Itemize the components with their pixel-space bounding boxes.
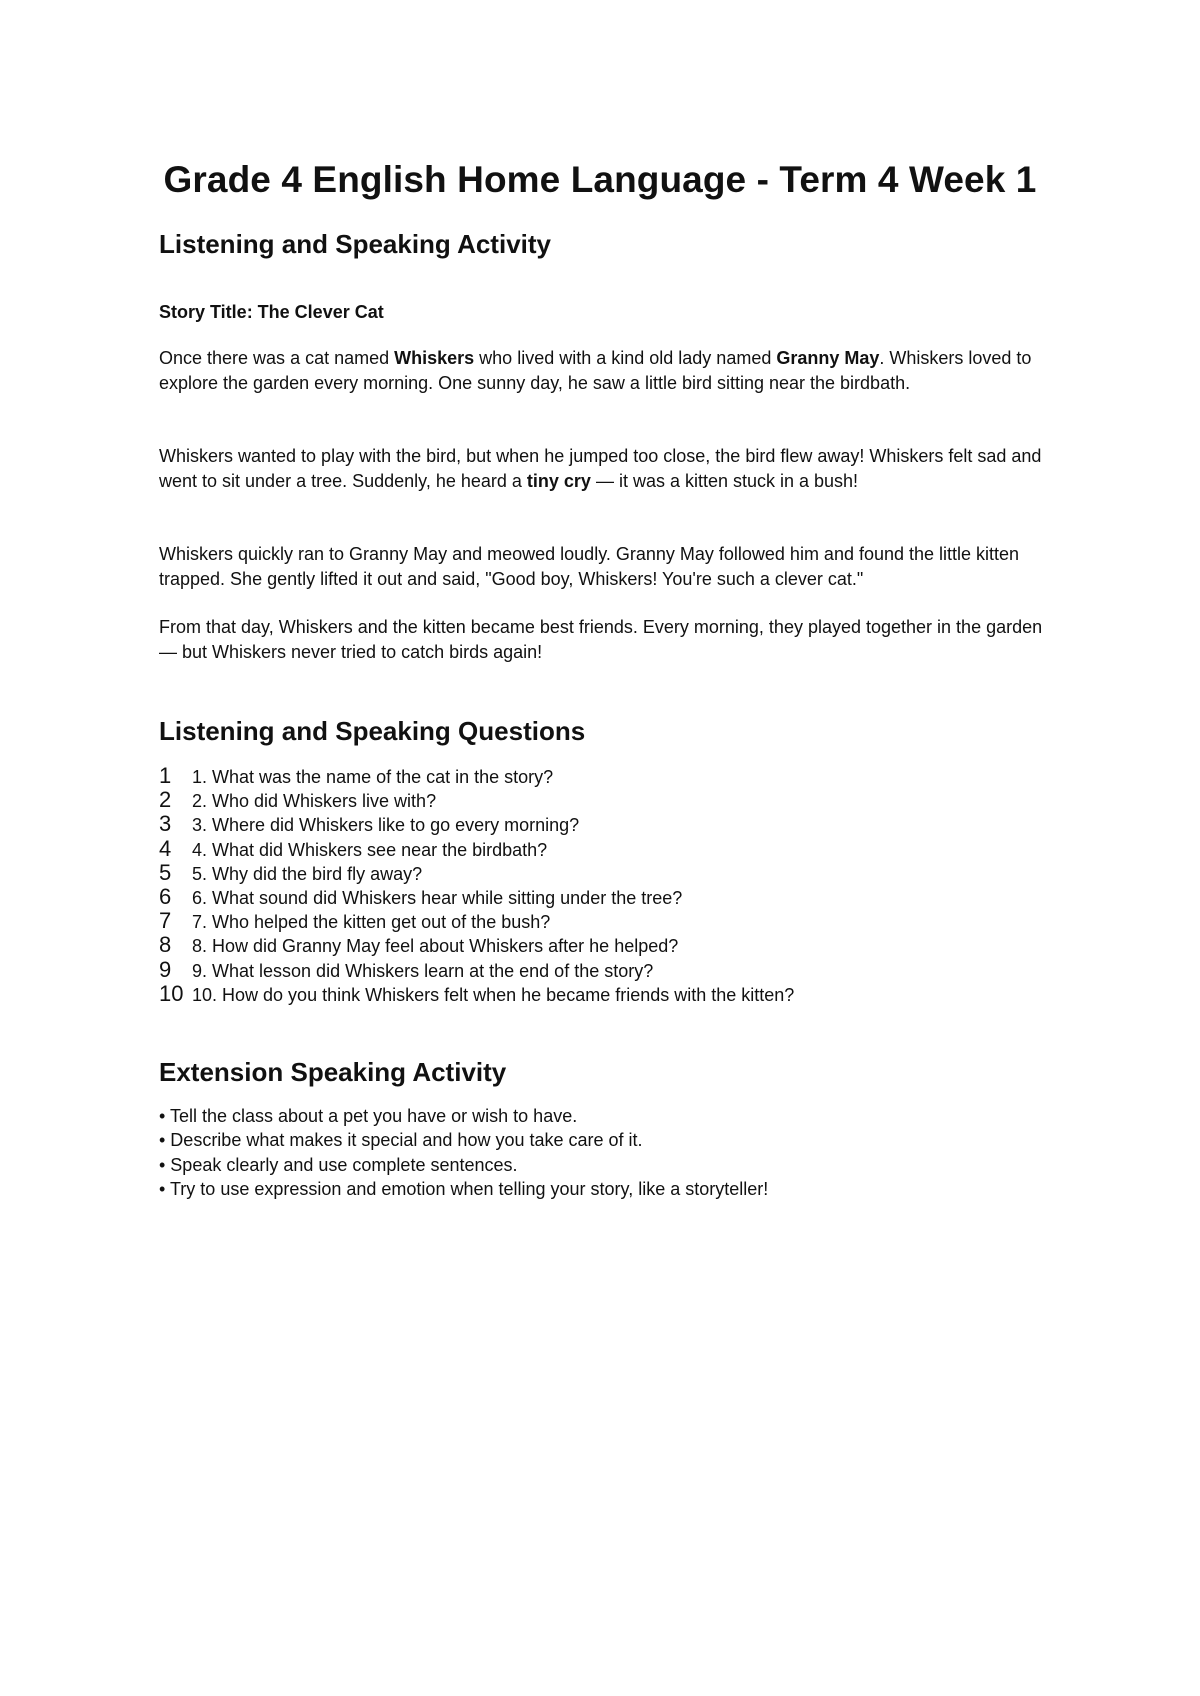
- paragraph-text: Once there was a cat named: [159, 348, 395, 368]
- question-text: 4. What did Whiskers see near the birdbath?: [192, 839, 548, 860]
- question-text: 8. How did Granny May feel about Whiskers after he helped?: [192, 936, 679, 957]
- bold-name-whiskers: Whiskers: [394, 348, 475, 368]
- question-item: [159, 982, 794, 1006]
- question-text: 5. Why did the bird fly away?: [192, 863, 423, 884]
- extension-list: [159, 1104, 768, 1201]
- question-number: 8: [159, 932, 172, 958]
- story-paragraph-3: Whiskers quickly ran to Granny May and meowed loudly. Granny May followed him and found the little kitten trapped. She gently lifted it out and said, "Good boy, Whiskers! You're such a clever cat.": [159, 544, 1020, 589]
- story-paragraph-4: From that day, Whiskers and the kitten became best friends. Every morning, they played together in the garden — but Whiskers never tried to catch birds again!: [159, 617, 1043, 662]
- question-text: 3. Where did Whiskers like to go every morning?: [192, 815, 580, 836]
- extension-item: • Speak clearly and use complete sentences.: [159, 1154, 518, 1175]
- question-text: 10. How do you think Whiskers felt when he became friends with the kitten?: [192, 984, 795, 1005]
- question-item: [159, 909, 794, 933]
- extension-item: • Describe what makes it special and how you take care of it.: [159, 1130, 643, 1151]
- question-text: 2. Who did Whiskers live with?: [192, 791, 437, 812]
- question-text: 6. What sound did Whiskers hear while sitting under the tree?: [192, 887, 683, 908]
- question-number: 5: [159, 859, 172, 885]
- question-item: [159, 958, 794, 982]
- paragraph-text: — it was a kitten stuck in a bush!: [590, 470, 859, 491]
- paragraph-text: who lived with a kind old lady named: [474, 348, 777, 368]
- question-number: 3: [159, 811, 172, 837]
- section-heading-listening-activity: Listening and Speaking Activity: [159, 229, 551, 259]
- question-number: 7: [159, 908, 172, 934]
- question-item: [159, 764, 794, 788]
- question-text: 1. What was the name of the cat in the story?: [192, 767, 554, 787]
- story-paragraph-2: [159, 444, 1059, 493]
- question-number: 9: [159, 956, 172, 982]
- question-item: [159, 837, 794, 861]
- question-item: [159, 861, 794, 885]
- bold-tiny-cry: tiny cry: [526, 470, 591, 491]
- question-text: 9. What lesson did Whiskers learn at the end of the story?: [192, 960, 654, 981]
- page-title: Grade 4 English Home Language - Term 4 Week 1: [163, 159, 1037, 200]
- story-paragraph-1: [159, 346, 1059, 395]
- story-title: Story Title: The Clever Cat: [159, 302, 384, 322]
- question-number: 10: [159, 980, 184, 1006]
- question-item: [159, 788, 794, 812]
- question-number: 4: [159, 835, 172, 861]
- question-item: [159, 812, 794, 836]
- paragraph-text: Whiskers wanted to play with the bird, but when he jumped too close, the bird flew away! Whiskers felt sad and went to sit under a tree. Suddenly, he heard a: [159, 446, 1042, 491]
- section-heading-extension: Extension Speaking Activity: [159, 1057, 507, 1087]
- extension-item: • Tell the class about a pet you have or wish to have.: [159, 1106, 578, 1126]
- paragraph-text: . Whiskers loved to explore the garden every morning. One sunny day, he saw a little bird sitting near the birdbath.: [159, 348, 1032, 393]
- question-item: [159, 885, 794, 909]
- question-item: [159, 933, 794, 957]
- bold-name-granny-may: Granny May: [776, 348, 880, 368]
- questions-list: [159, 764, 794, 1006]
- section-heading-questions: Listening and Speaking Questions: [159, 716, 586, 746]
- question-text: 7. Who helped the kitten get out of the bush?: [192, 912, 551, 933]
- question-number: 2: [159, 787, 172, 813]
- question-number: 1: [159, 763, 172, 788]
- question-number: 6: [159, 883, 172, 909]
- extension-item: • Try to use expression and emotion when telling your story, like a storyteller!: [159, 1178, 769, 1199]
